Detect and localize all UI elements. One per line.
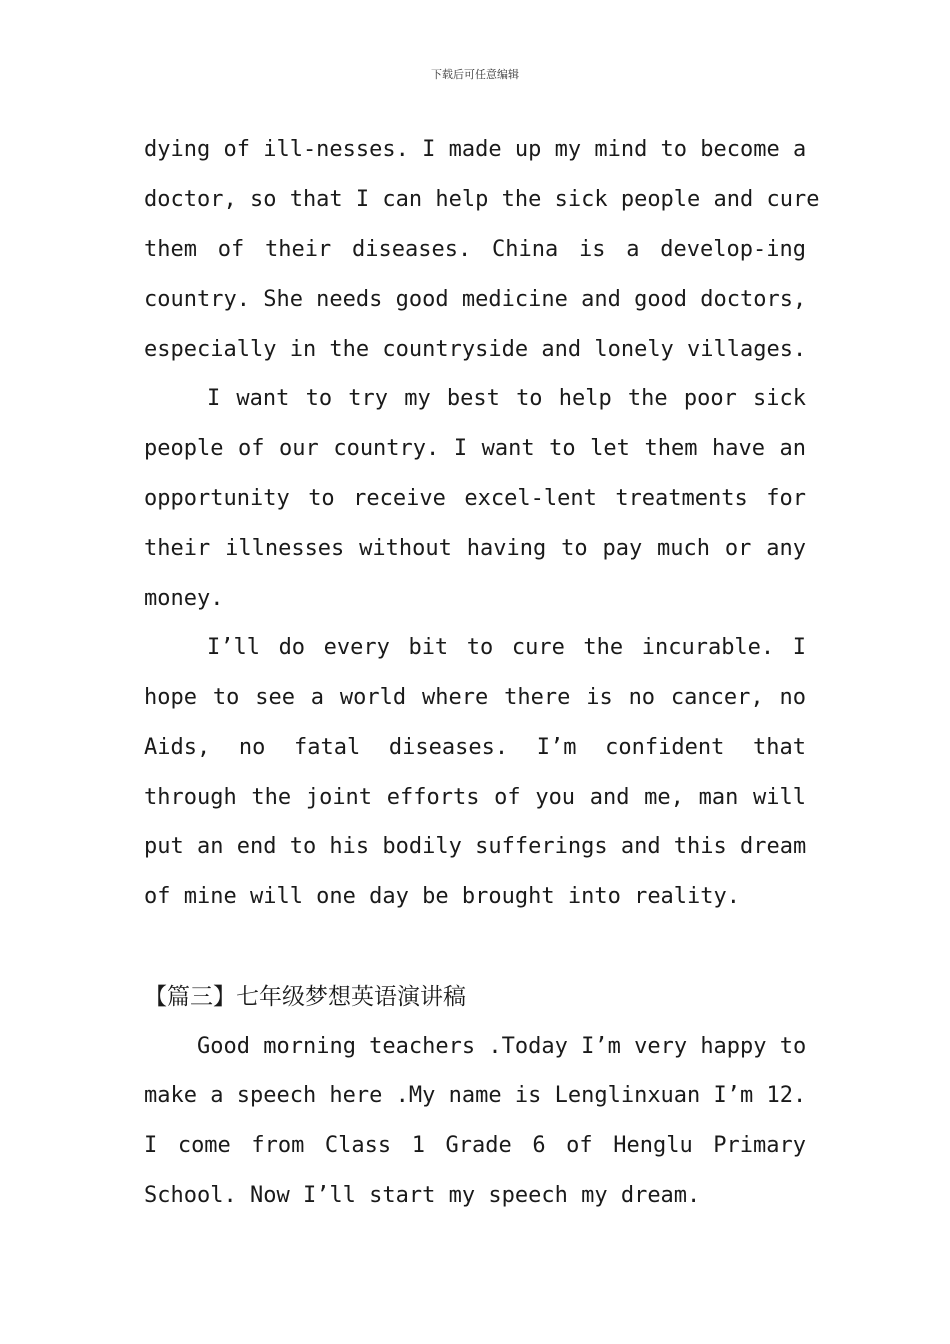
text-line: hope to see a world where there is no cancer, no — [144, 685, 806, 710]
text-line: them of their diseases. China is a develop-ing — [144, 237, 806, 262]
text-line: make a speech here .My name is Lenglinxuan I’m 12. — [144, 1083, 807, 1108]
text-line: country. She needs good medicine and good doctors, — [144, 287, 807, 312]
text-line: School. Now I’ll start my speech my dream. — [144, 1183, 701, 1208]
text-line: through the joint efforts of you and me, man will — [144, 785, 806, 810]
page-header: 下载后可任意编辑 — [431, 68, 519, 81]
text-line: doctor, so that I can help the sick people and cure — [144, 187, 820, 212]
text-line: Aids, no fatal diseases. I’m confident that — [144, 735, 806, 760]
text-line: I want to try my best to help the poor sick — [207, 386, 806, 411]
text-line: opportunity to receive excel-lent treatments for — [144, 486, 806, 511]
text-line: Good morning teachers .Today I’m very happy to — [197, 1034, 807, 1059]
text-line: put an end to his bodily sufferings and this dream — [144, 834, 807, 859]
text-line: I come from Class 1 Grade 6 of Henglu Primary — [144, 1133, 806, 1158]
text-line: I’ll do every bit to cure the incurable. I — [207, 635, 806, 660]
section-heading: 【篇三】七年级梦想英语演讲稿 — [144, 984, 466, 1010]
text-line: of mine will one day be brought into reality. — [144, 884, 741, 909]
text-line: dying of ill-nesses. I made up my mind to become a — [144, 137, 807, 162]
text-line: money. — [144, 586, 224, 611]
text-line: people of our country. I want to let them have an — [144, 436, 806, 461]
text-line: their illnesses without having to pay much or any — [144, 536, 806, 561]
text-line: especially in the countryside and lonely villages. — [144, 337, 807, 362]
